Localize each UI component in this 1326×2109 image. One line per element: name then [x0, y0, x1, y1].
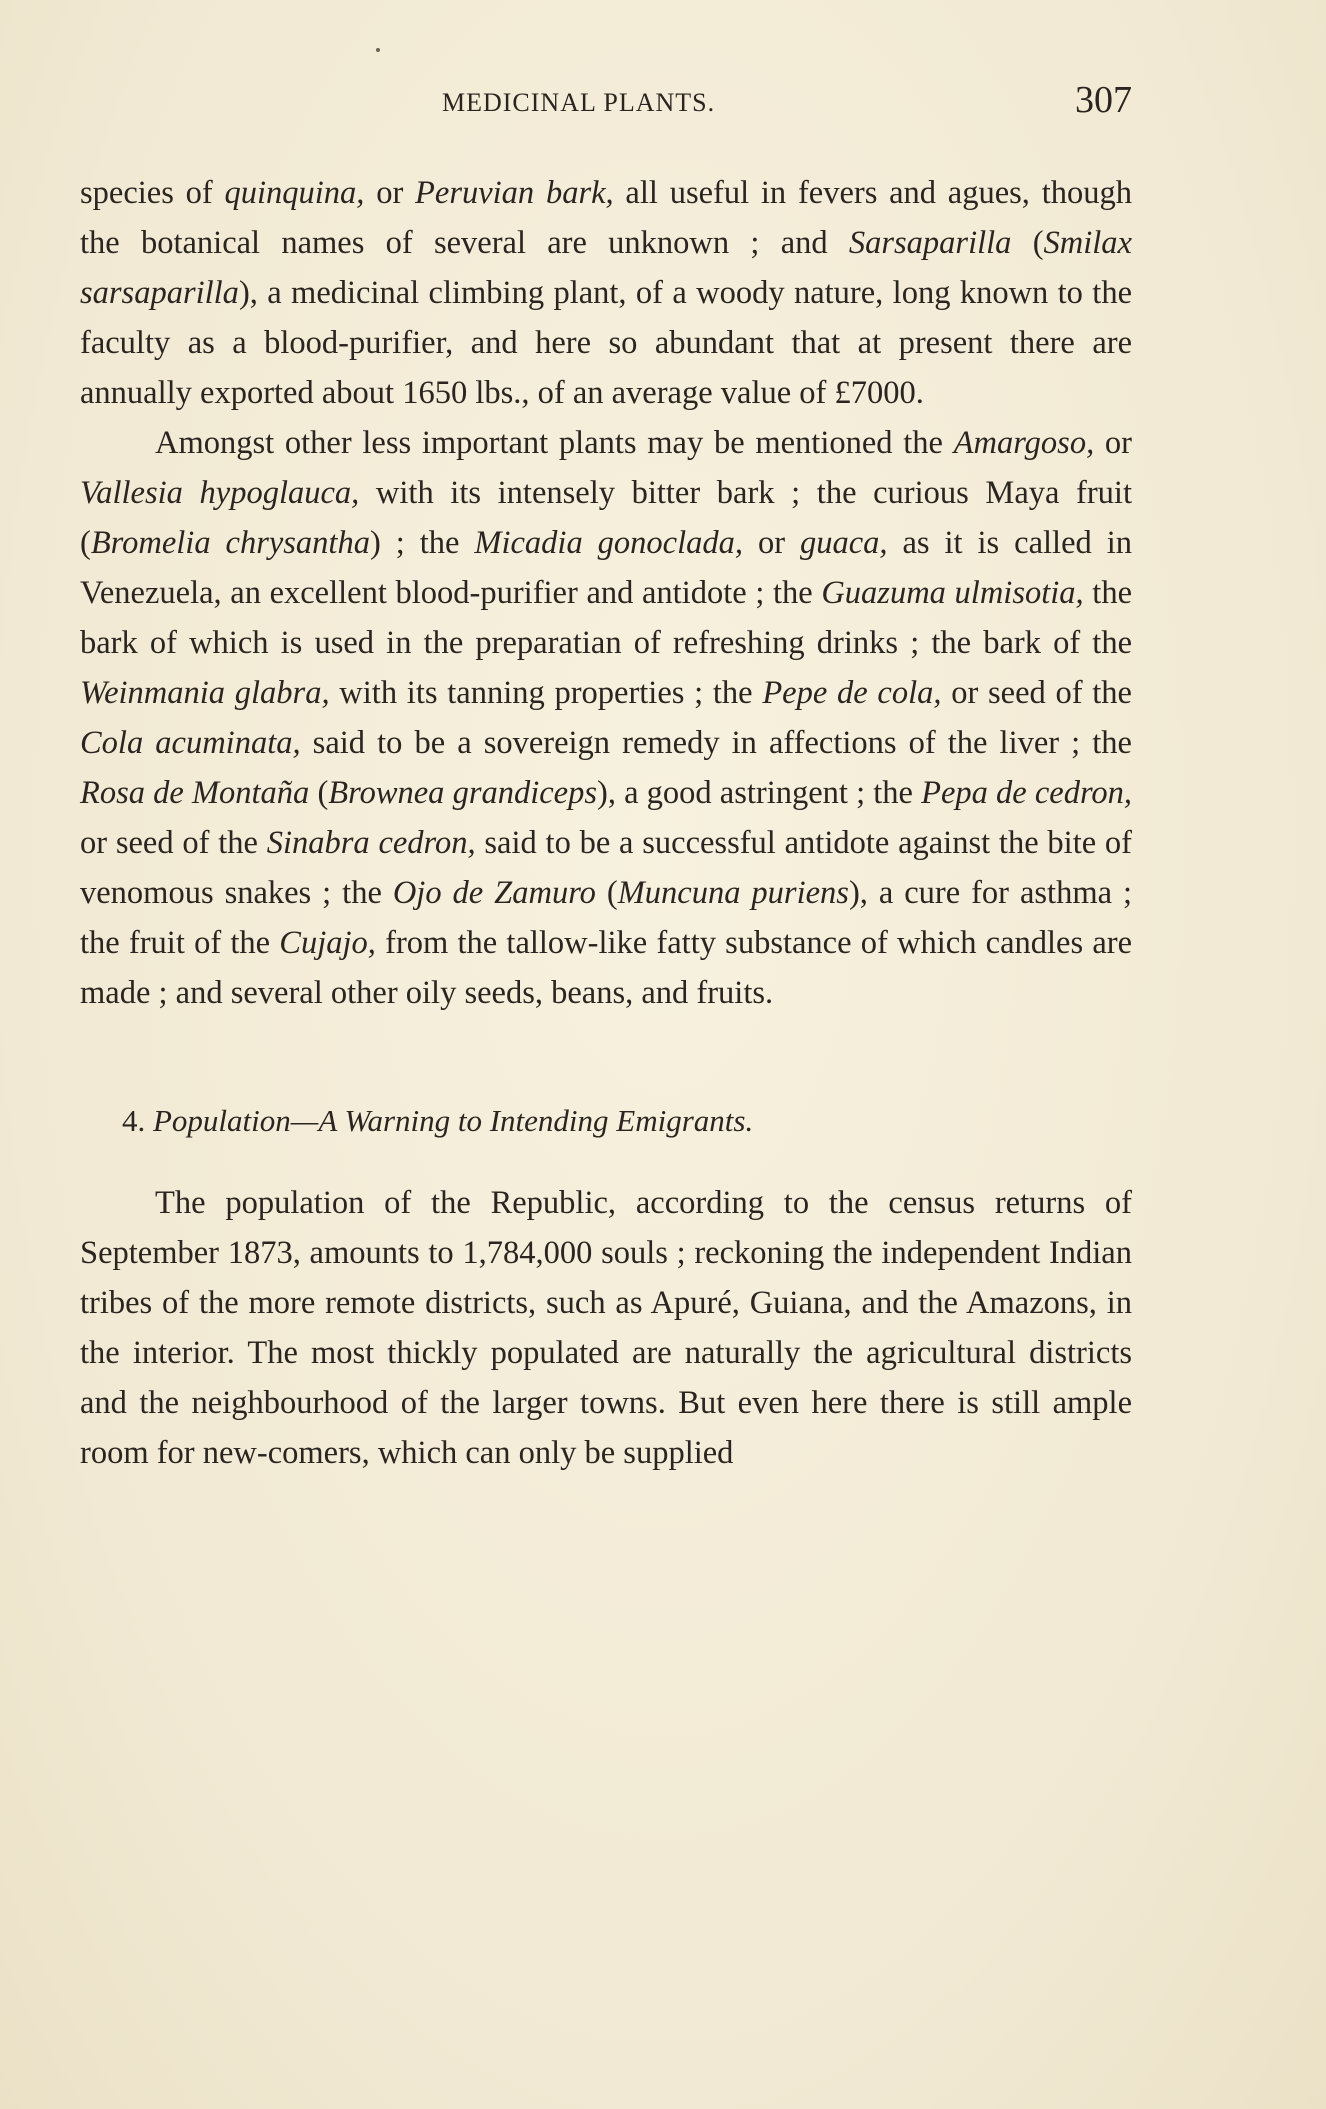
italic-term: Cola acuminata, [80, 725, 301, 761]
running-head [80, 79, 1132, 132]
paragraph-3: The population of the Republic, according to the census returns of September 1873, amounts to 1,784,000 souls ; reckoning the independent Indian tribes of the more remote districts, such as Apuré, Guiana, and the Amazons, in the interior. The most thickly populated are naturally the agricultural districts and the neighbourhood of the larger towns. But even here there is still ample room for new-comers, which can only be supplied [80, 1185, 1132, 1471]
italic-term: Guazuma ulmisotia, [821, 575, 1084, 611]
italic-term: Sarsaparilla [848, 225, 1012, 261]
italic-term: Brownea grandiceps [328, 775, 597, 811]
page-number: 307 [1075, 79, 1132, 121]
italic-term: Pepa de cedron, [921, 775, 1133, 811]
italic-term: guaca, [799, 525, 888, 561]
italic-term: Weinmania glabra, [80, 675, 330, 711]
ink-speck [376, 48, 380, 52]
paragraph-2: Amongst other less important plants may be mentioned the Amargoso, or Vallesia hypoglauca, with its intensely bitter bark ; the curious Maya fruit (Bromelia chrysantha) ; the Micadia gonoclada, or guaca, as it is called in Venezuela, an excellent blood-purifier and antidote ; the Guazuma ulmisotia, the bark of which is used in the preparatian of refreshing drinks ; the bark of the Weinmania glabra, with its tanning properties ; the Pepe de cola, or seed of the Cola acuminata, said to be a sovereign remedy in affections of the liver ; the Rosa de Montaña (Brownea grandiceps), a good astringent ; the Pepa de cedron, or seed of the Sinabra cedron, said to be a successful antidote against the bite of venomous snakes ; the Ojo de Zamuro (Muncuna puriens), a cure for asthma ; the fruit of the Cujajo, from the tallow-like fatty substance of which candles are made ; and several other oily seeds, beans, and fruits. [80, 425, 1133, 1011]
italic-term: Sinabra cedron, [266, 825, 476, 861]
italic-term: Bromelia chrysantha [90, 525, 370, 561]
paragraph-1: species of quinquina, or Peruvian bark, all useful in fevers and agues, though the botanical names of several are unknown ; and Sarsaparilla (Smilax sarsaparilla), a medicinal climbing plant, of a woody nature, long known to the faculty as a blood-purifier, and here so abundant that at present there are annually exported about 1650 lbs., of an average value of £7000. [80, 175, 1132, 411]
section-title: Population—A Warning to Intending Emigrants. [153, 1103, 754, 1138]
italic-term: Rosa de Montaña [80, 775, 310, 811]
section-heading [80, 1096, 1132, 1146]
italic-term: Muncuna puriens [617, 875, 849, 911]
italic-term: Cujajo, [279, 925, 376, 961]
italic-term: Pepe de cola, [762, 675, 942, 711]
italic-term: quinquina, [224, 175, 365, 211]
italic-term: Peruvian bark, [415, 175, 614, 211]
running-title: MEDICINAL PLANTS. [442, 88, 716, 117]
italic-term: Ojo de Zamuro [392, 875, 596, 911]
italic-term: Amargoso, [953, 425, 1095, 461]
body-text [80, 168, 1132, 1478]
section-number: 4. [122, 1103, 153, 1138]
italic-term: Smilax sarsaparilla [80, 225, 1132, 311]
italic-term: Vallesia hypoglauca, [80, 475, 360, 511]
italic-term: Micadia gonoclada, [474, 525, 743, 561]
